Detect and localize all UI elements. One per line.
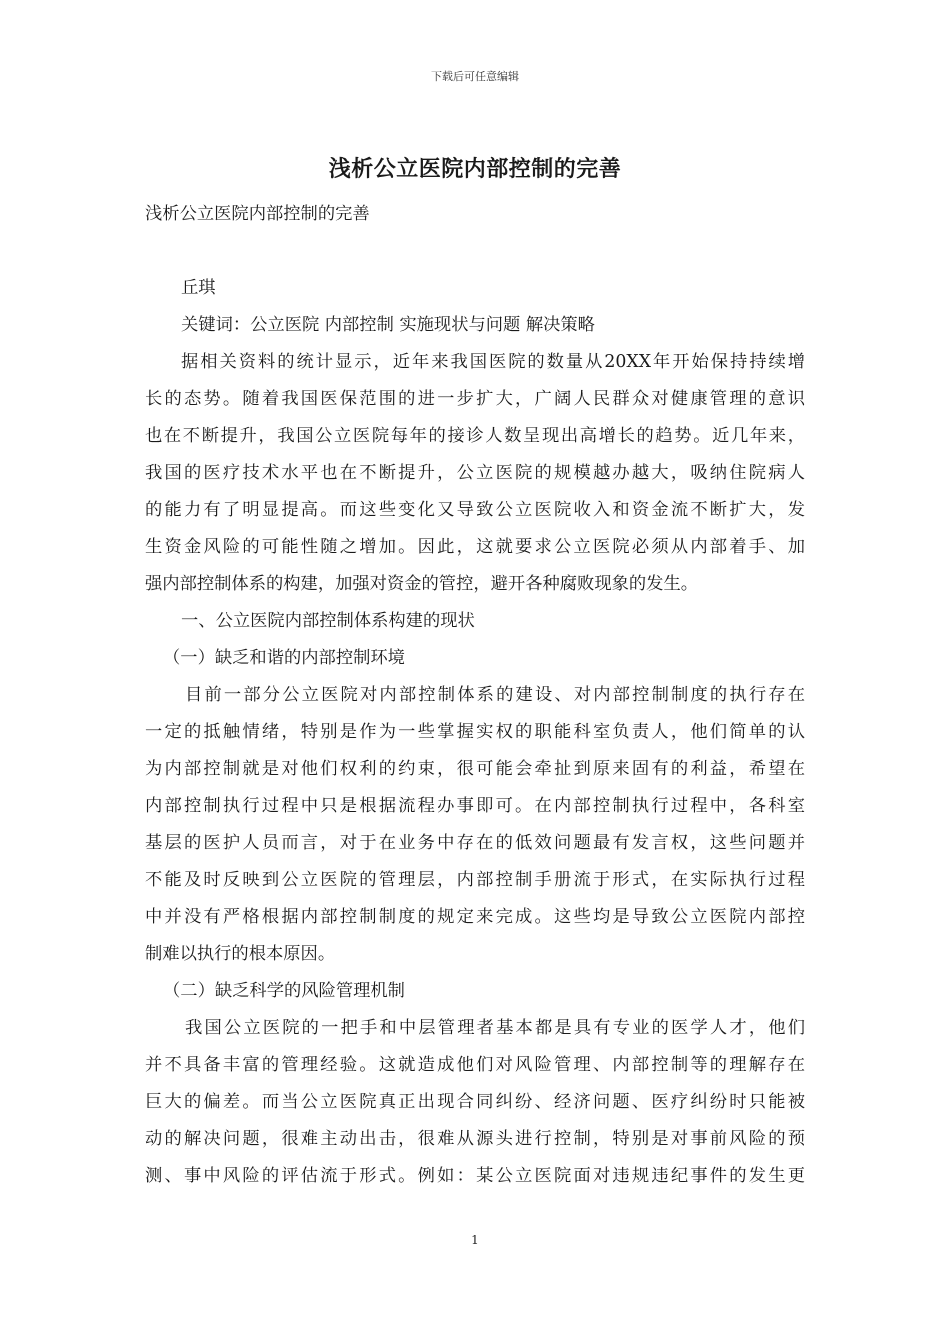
section-heading: 一、公立医院内部控制体系构建的现状 bbox=[181, 611, 475, 631]
text-line: 动的解决问题，很难主动出击，很难从源头进行控制，特别是对事前风险的预 bbox=[145, 1129, 805, 1149]
text-line: 一定的抵触情绪，特别是作为一些掌握实权的职能科室负责人，他们简单的认 bbox=[145, 722, 805, 742]
subsection-heading: （二）缺乏科学的风险管理机制 bbox=[163, 981, 405, 1001]
author: 丘琪 bbox=[181, 278, 216, 298]
header-note: 下载后可任意编辑 bbox=[431, 70, 519, 83]
paragraph-intro bbox=[145, 344, 805, 603]
text-line: 也在不断提升，我国公立医院每年的接诊人数呈现出高增长的趋势。近几年来， bbox=[145, 426, 805, 446]
text-line: 内部控制执行过程中只是根据流程办事即可。在内部控制执行过程中，各科室 bbox=[145, 796, 805, 816]
text-line: 巨大的偏差。而当公立医院真正出现合同纠纷、经济问题、医疗纠纷时只能被 bbox=[145, 1092, 805, 1112]
text-line: 并不具备丰富的管理经验。这就造成他们对风险管理、内部控制等的理解存在 bbox=[145, 1055, 805, 1075]
document-body bbox=[145, 196, 805, 1195]
text-line: 生资金风险的可能性随之增加。因此，这就要求公立医院必须从内部着手、加 bbox=[145, 537, 805, 557]
spacer bbox=[145, 233, 805, 270]
paragraph-risk bbox=[145, 1010, 805, 1195]
text-line: 据相关资料的统计显示，近年来我国医院的数量从20XX年开始保持持续增 bbox=[181, 352, 805, 372]
subtitle: 浅析公立医院内部控制的完善 bbox=[145, 204, 370, 224]
text-line: 我国的医疗技术水平也在不断提升，公立医院的规模越办越大，吸纳住院病人 bbox=[145, 463, 805, 483]
paragraph-environment bbox=[145, 677, 805, 973]
text-line: 测、事中风险的评估流于形式。例如：某公立医院面对违规违纪事件的发生更 bbox=[145, 1166, 805, 1186]
text-line: 目前一部分公立医院对内部控制体系的建设、对内部控制制度的执行存在 bbox=[185, 685, 805, 705]
text-line: 长的态势。随着我国医保范围的进一步扩大，广阔人民群众对健康管理的意识 bbox=[145, 389, 805, 409]
document-title: 浅析公立医院内部控制的完善 bbox=[328, 156, 622, 182]
text-line: 制难以执行的根本原因。 bbox=[145, 944, 336, 964]
text-line: 不能及时反映到公立医院的管理层，内部控制手册流于形式，在实际执行过程 bbox=[145, 870, 805, 890]
text-line: 我国公立医院的一把手和中层管理者基本都是具有专业的医学人才，他们 bbox=[185, 1018, 805, 1038]
text-line: 中并没有严格根据内部控制制度的规定来完成。这些均是导致公立医院内部控 bbox=[145, 907, 805, 927]
text-line: 为内部控制就是对他们权利的约束，很可能会牵扯到原来固有的利益，希望在 bbox=[145, 759, 805, 779]
keywords: 关键词：公立医院 内部控制 实施现状与问题 解决策略 bbox=[181, 315, 595, 335]
text-line: 强内部控制体系的构建，加强对资金的管控，避开各种腐败现象的发生。 bbox=[145, 574, 699, 594]
page-number: 1 bbox=[471, 1233, 479, 1247]
text-line: 基层的医护人员而言，对于在业务中存在的低效问题最有发言权，这些问题并 bbox=[145, 833, 805, 853]
text-line: 的能力有了明显提高。而这些变化又导致公立医院收入和资金流不断扩大，发 bbox=[145, 500, 805, 520]
subsection-heading: （一）缺乏和谐的内部控制环境 bbox=[163, 648, 405, 668]
